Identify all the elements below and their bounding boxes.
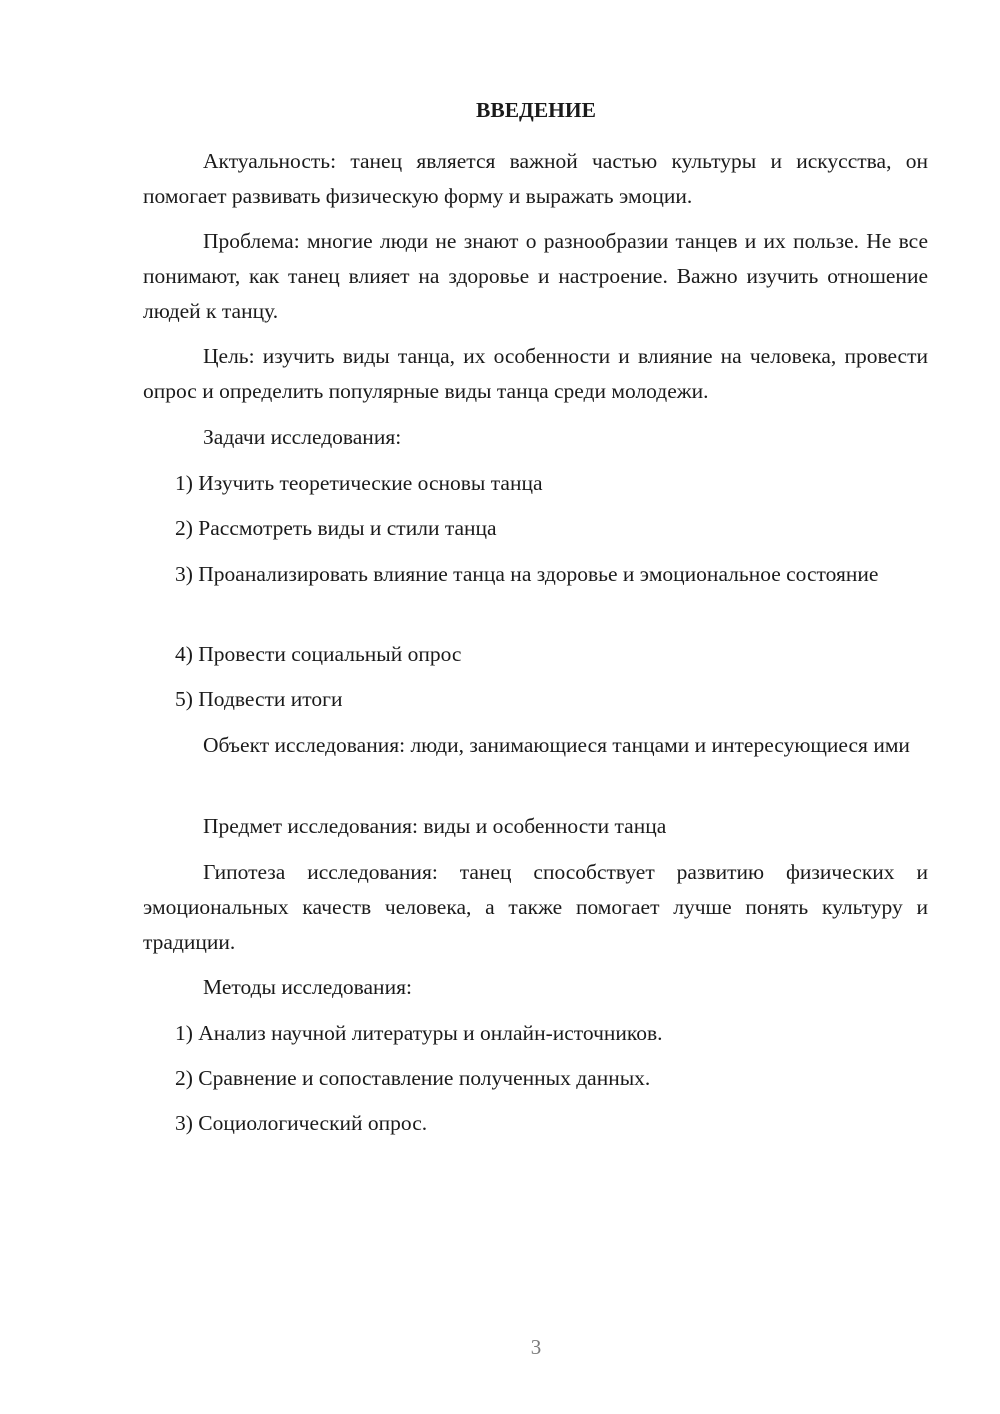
page-number: 3 <box>530 1335 542 1359</box>
paragraph-methods-heading: Методы исследования: <box>203 975 412 999</box>
paragraph-problem: Проблема: многие люди не знают о разнообразии танцев и их пользе. Не все понимают, как танец влияет на здоровье и настроение. Важно изучить отношение людей к танцу. <box>143 229 928 323</box>
paragraph-hypothesis: Гипотеза исследования: танец способствует развитию физических и эмоциональных качеств человека, а также помогает лучше понять культуру и традиции. <box>143 860 928 954</box>
task-item: 2) Рассмотреть виды и стили танца <box>175 516 497 540</box>
page-title: ВВЕДЕНИЕ <box>476 98 596 122</box>
paragraph-goal: Цель: изучить виды танца, их особенности и влияние на человека, провести опрос и определить популярные виды танца среди молодежи. <box>143 344 928 403</box>
method-item: 1) Анализ научной литературы и онлайн-источников. <box>175 1021 663 1045</box>
method-item: 3) Социологический опрос. <box>175 1111 428 1135</box>
paragraph-tasks-heading: Задачи исследования: <box>203 425 402 449</box>
task-item: 4) Провести социальный опрос <box>175 642 462 666</box>
paragraph-object: Объект исследования: люди, занимающиеся танцами и интересующиеся ими <box>203 733 910 757</box>
task-item: 1) Изучить теоретические основы танца <box>175 471 543 495</box>
paragraph-subject: Предмет исследования: виды и особенности танца <box>203 814 667 838</box>
method-item: 2) Сравнение и сопоставление полученных данных. <box>175 1066 651 1090</box>
paragraph-relevance: Актуальность: танец является важной частью культуры и искусства, он помогает развивать физическую форму и выражать эмоции. <box>143 149 928 208</box>
task-item: 3) Проанализировать влияние танца на здоровье и эмоциональное состояние <box>175 562 879 586</box>
task-item: 5) Подвести итоги <box>175 687 343 711</box>
